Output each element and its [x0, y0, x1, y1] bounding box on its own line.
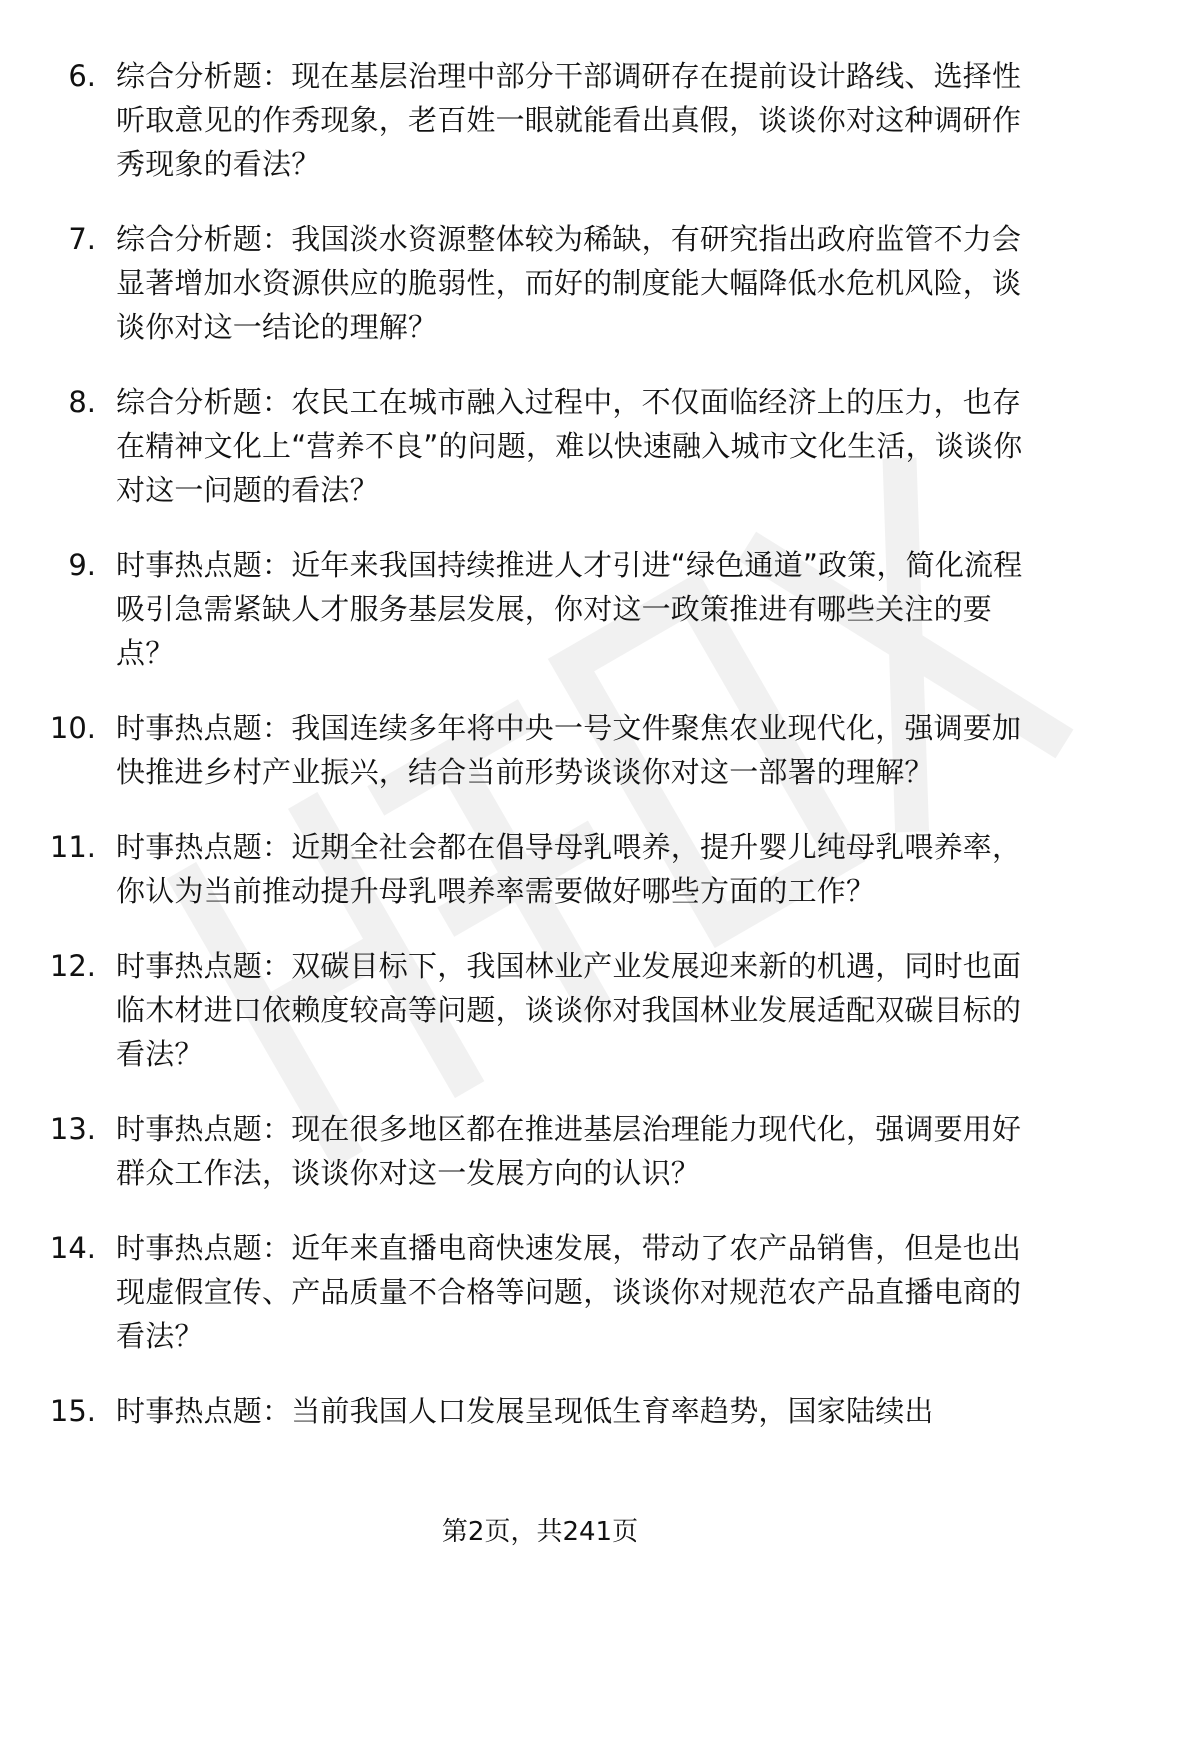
question-list [0, 54, 1080, 1464]
question-number: 9. [68, 548, 96, 582]
list-item [0, 944, 1080, 1076]
question-text: 综合分析题：我国淡水资源整体较为稀缺，有研究指出政府监管不力会显著增加水资源供应的脆弱性，而好的制度能大幅降低水危机风险，谈谈你对这一结论的理解？ [116, 222, 1022, 344]
question-text: 综合分析题：现在基层治理中部分干部调研存在提前设计路线、选择性听取意见的作秀现象，老百姓一眼就能看出真假，谈谈你对这种调研作秀现象的看法？ [116, 59, 1022, 181]
page-footer: 第2页，共241页 [441, 1517, 639, 1547]
question-number: 11. [49, 830, 96, 864]
question-number: 6. [68, 59, 96, 93]
question-text: 时事热点题：双碳目标下，我国林业产业发展迎来新的机遇，同时也面临木材进口依赖度较高等问题，谈谈你对我国林业发展适配双碳目标的看法？ [116, 949, 1022, 1071]
list-item [0, 217, 1080, 349]
question-text: 综合分析题：农民工在城市融入过程中，不仅面临经济上的压力，也存在精神文化上“营养不良”的问题，难以快速融入城市文化生活，谈谈你对这一问题的看法？ [116, 385, 1023, 507]
list-item [0, 1107, 1080, 1195]
question-text: 时事热点题：近年来我国持续推进人才引进“绿色通道”政策，简化流程吸引急需紧缺人才服务基层发展，你对这一政策推进有哪些关注的要点？ [116, 548, 1023, 670]
question-number: 12. [49, 949, 96, 983]
question-number: 13. [49, 1112, 96, 1146]
list-item [0, 54, 1080, 186]
question-number: 15. [49, 1394, 96, 1428]
question-text: 时事热点题：近期全社会都在倡导母乳喂养，提升婴儿纯母乳喂养率，你认为当前推动提升母乳喂养率需要做好哪些方面的工作？ [116, 830, 1022, 908]
list-item [0, 1389, 1080, 1433]
question-number: 14. [49, 1231, 96, 1265]
list-item [0, 543, 1080, 675]
question-text: 时事热点题：近年来直播电商快速发展，带动了农产品销售，但是也出现虚假宣传、产品质量不合格等问题，谈谈你对规范农产品直播电商的看法？ [116, 1231, 1022, 1353]
list-item [0, 706, 1080, 794]
question-number: 10. [49, 711, 96, 745]
list-item [0, 380, 1080, 512]
question-number: 8. [68, 385, 96, 419]
list-item [0, 825, 1080, 913]
question-number: 7. [68, 222, 96, 256]
list-item [0, 1226, 1080, 1358]
question-text: 时事热点题：我国连续多年将中央一号文件聚焦农业现代化，强调要加快推进乡村产业振兴，结合当前形势谈谈你对这一部署的理解？ [116, 711, 1022, 789]
question-text: 时事热点题：当前我国人口发展呈现低生育率趋势，国家陆续出 [116, 1394, 934, 1428]
question-text: 时事热点题：现在很多地区都在推进基层治理能力现代化，强调要用好群众工作法，谈谈你对这一发展方向的认识？ [116, 1112, 1022, 1190]
